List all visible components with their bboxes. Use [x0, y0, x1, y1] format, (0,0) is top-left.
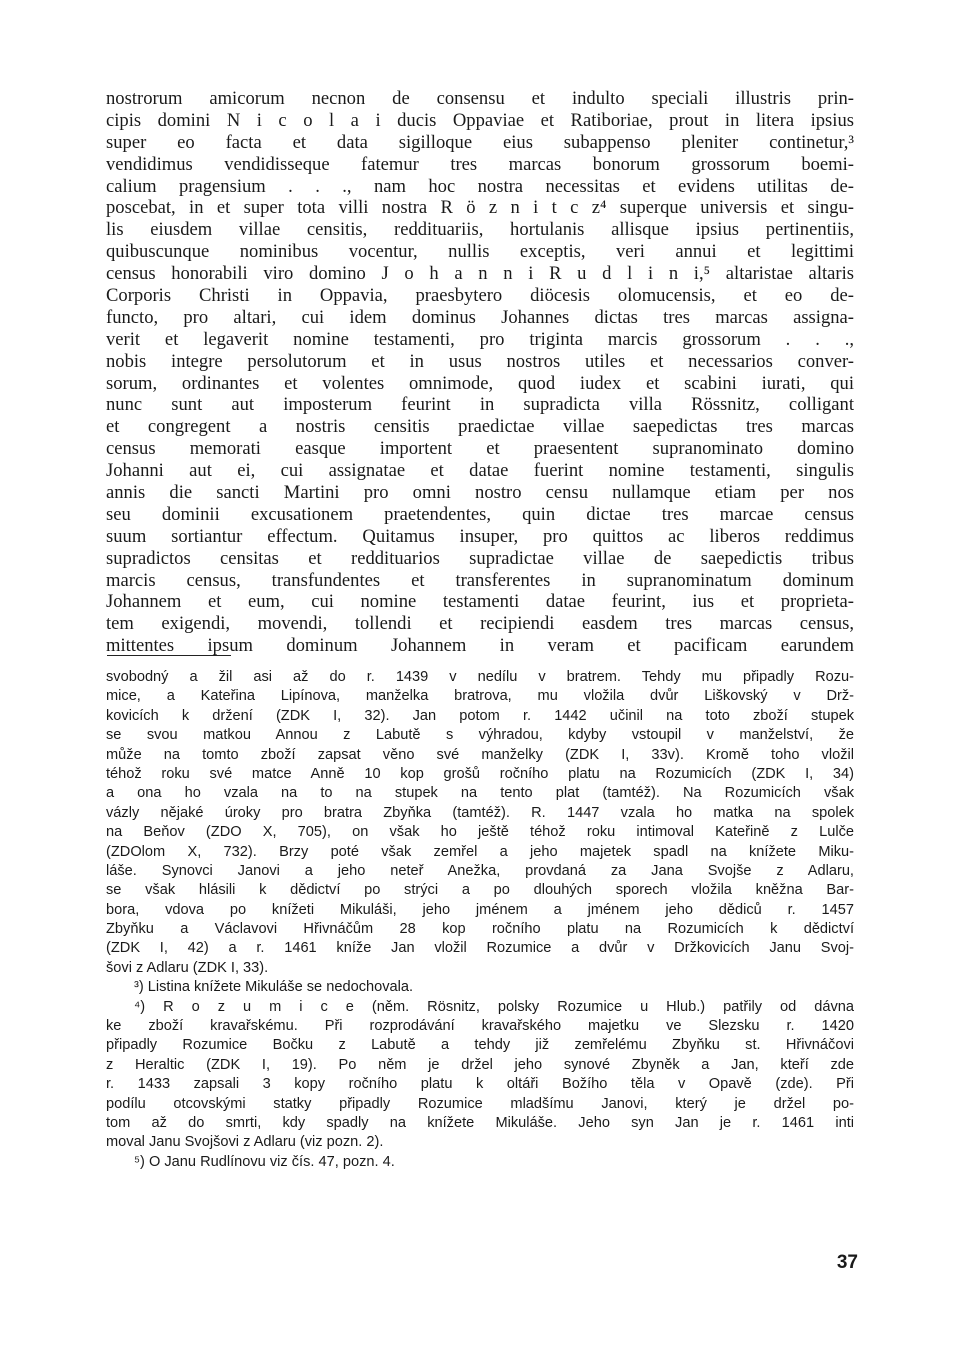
footnote-line: svobodný a žil asi až do r. 1439 v nedílu v bratrem. Tehdy mu připadly Rozu-	[106, 669, 854, 685]
text-line: cipis domini N i c o l a i ducis Oppaviae et Ratiboriae, prout in litera ipsius	[106, 109, 854, 131]
footnote-line: mice, a Kateřina Lipínova, manželka bratrova, mu vložila dvůr Liškovský v Drž-	[106, 688, 854, 705]
text-line: nunc sunt aut imposterum feurint in supradicta villa Rössnitz, colligant	[106, 394, 854, 416]
footnote-line: se svou matkou Annou z Labutě s výhradou, kdyby vstoupil v manželství, že	[106, 727, 854, 744]
footnote-4-line: r. 1433 zapsali 3 kopy ročního platu k oltáři Božího těla v Opavě (zde). Při	[106, 1076, 854, 1093]
text-line: nobis integre persolutorum et in usus nostros utiles et necessarios conver-	[106, 350, 854, 372]
footnote-3: ³) Listina knížete Mikuláše se nedochovala.	[134, 979, 414, 996]
footnotes	[106, 668, 854, 1172]
footnote-line: téhož roku své matce Anně 10 kop grošů ročního platu na Rozumicích (ZDK I, 34)	[106, 765, 854, 782]
footnote-line: se však hlásili k dědictví po strýci a po dlouhých sporech vložila kněžna Bar-	[106, 882, 854, 899]
text-line: supradictos censitas et reddituarios supradictae villae de saepedictis tribus	[106, 547, 854, 569]
footnote-line: kovicích k držení (ZDK I, 32). Jan potom r. 1442 učinil na toto zboží stupek	[106, 707, 854, 724]
footnote-line: a ona ho vzala na to na stupek na tento plat (tamtéž). Na Rozumicích však	[106, 785, 854, 802]
footnote-line: vázly nějaké úroky pro bratra Zbyňka (tamtéž). R. 1447 vzala ho matka na spolek	[106, 804, 854, 821]
text-line: et congregent a nostris censitis praedictae villae saepedictas tres marcas	[106, 416, 854, 438]
text-line: Corporis Christi in Oppavia, praesbytero diöcesis olomucensis, et eo de-	[106, 285, 854, 307]
footnote-4-line: tom až do smrti, kdy spadly na knížete Mikuláše. Jeho syn Jan je r. 1461 inti	[106, 1114, 854, 1131]
footnote-4-line: ⁴) R o z u m i c e (něm. Rösnitz, polsky Rozumice u Hlub.) patřily od dávna	[134, 998, 854, 1015]
text-line: suum sortiantur effectum. Quitamus insuper, pro quittos ac liberos reddimus	[106, 525, 854, 547]
page-number: 37	[836, 1252, 858, 1273]
footnote-5: ⁵) O Janu Rudlínovu viz čís. 47, pozn. 4.	[134, 1153, 395, 1170]
text-line: sorum, ordinantes et volentes omnimode, quod iudex et scabini iurati, qui	[106, 372, 854, 394]
text-line: super eo facta et data sigilloque eius subappenso pleniter continetur,³	[106, 131, 854, 153]
footnote-line: bora, vdova po knížeti Mikuláši, jeho jménem a jménem jeho dědiců r. 1457	[106, 901, 854, 918]
footnote-4-line: z Heraltic (ZDK I, 19). Po něm je držel jeho synové Zbyněk a Jan, kteří zde	[106, 1056, 854, 1073]
text-line: tem exigendi, movendi, tollendi et recipiendi easdem tres marcas census,	[106, 613, 854, 635]
footnote-4-line: podílu otcovskými statky připadly Rozumice mladšímu Janovi, který je držel po-	[106, 1095, 854, 1112]
text-line: mittentes ipsum dominum Johannem in veram et pacificam earundem	[106, 635, 854, 657]
text-line: vendidimus vendidisseque fatemur tres marcas bonorum grossorum boemi-	[106, 153, 854, 175]
footnote-line: může na tomto zboží zapsat věno své manželky (ZDK I, 33v). Kromě toho vložil	[106, 746, 854, 763]
footnote-line: šovi z Adlaru (ZDK I, 33).	[106, 959, 269, 976]
text-line: poscebat, in et super tota villi nostra R ö z n i t c z⁴ superque universis et singu-	[106, 197, 854, 219]
footnote-separator	[107, 655, 231, 656]
text-line: seu dominii excusationem praetendentes, quin dictae tres marcae census	[106, 503, 854, 525]
text-line: marcis census, transfundentes et transferentes in supranominatum dominum	[106, 569, 854, 591]
footnote-line: Zbyňku a Václavovi Hřivnáčům 28 kop ročního platu na Rozumicích k dědictví	[106, 921, 854, 938]
text-line: annis die sancti Martini pro omni nostro censu nullamque etiam per nos	[106, 482, 854, 504]
text-line: quibuscunque nominibus vocentur, nullis exceptis, veri annui et legittimi	[106, 241, 854, 263]
footnote-line: na Beňov (ZDO X, 705), on však ho ještě téhož roku intimoval Kateřině z Lulče	[106, 824, 854, 841]
text-line: Johannem et eum, cui nomine testamenti datae feurint, ius et proprieta-	[106, 591, 854, 613]
footnote-4-line: ke zboží kravařskému. Při rozprodávání kravařského majetku ve Slezsku r. 1420	[106, 1018, 854, 1035]
footnote-4-line: moval Janu Svojšovi z Adlaru (viz pozn. 2).	[106, 1134, 384, 1151]
text-line: census memorati easque importent et praesentent supranominato domino	[106, 438, 854, 460]
latin-charter-text	[106, 88, 854, 657]
text-line: verit et legaverit nomine testamenti, pro triginta marcis grossorum . . .,	[106, 328, 854, 350]
footnote-line: (ZDOlom X, 732). Brzy poté však zemřel a jeho majetek spadl na knížete Miku-	[106, 843, 854, 860]
text-line: census honorabili viro domino J o h a n n i R u d l i n i,⁵ altaristae altaris	[106, 263, 854, 285]
footnote-4-line: připadly Rozumice Bočku z Labutě a tehdy již zemřelému Zbyňku st. Hřivnáčovi	[106, 1037, 854, 1054]
footnote-line: láše. Synovci Janovi a jeho neteř Anežka, provdaná za Jana Svojše z Adlaru,	[106, 862, 854, 879]
text-line: Johanni aut ei, cui assignatae et datae fuerint nomine testamenti, singulis	[106, 460, 854, 482]
text-line: calium pragensium . . ., nam hoc nostra necessitas et evidens utilitas de-	[106, 175, 854, 197]
text-line: lis eiusdem villae censitis, reddituariis, hortulanis allisque ipsius pertinentiis,	[106, 219, 854, 241]
text-line: functo, pro altari, cui idem dominus Johannes dictas tres marcas assigna-	[106, 306, 854, 328]
footnote-line: (ZDK I, 42) a r. 1461 kníže Jan vložil Rozumice a dvůr v Držkovicích Janu Svoj-	[106, 940, 854, 957]
text-line: nostrorum amicorum necnon de consensu et indulto speciali illustris prin-	[106, 88, 854, 109]
